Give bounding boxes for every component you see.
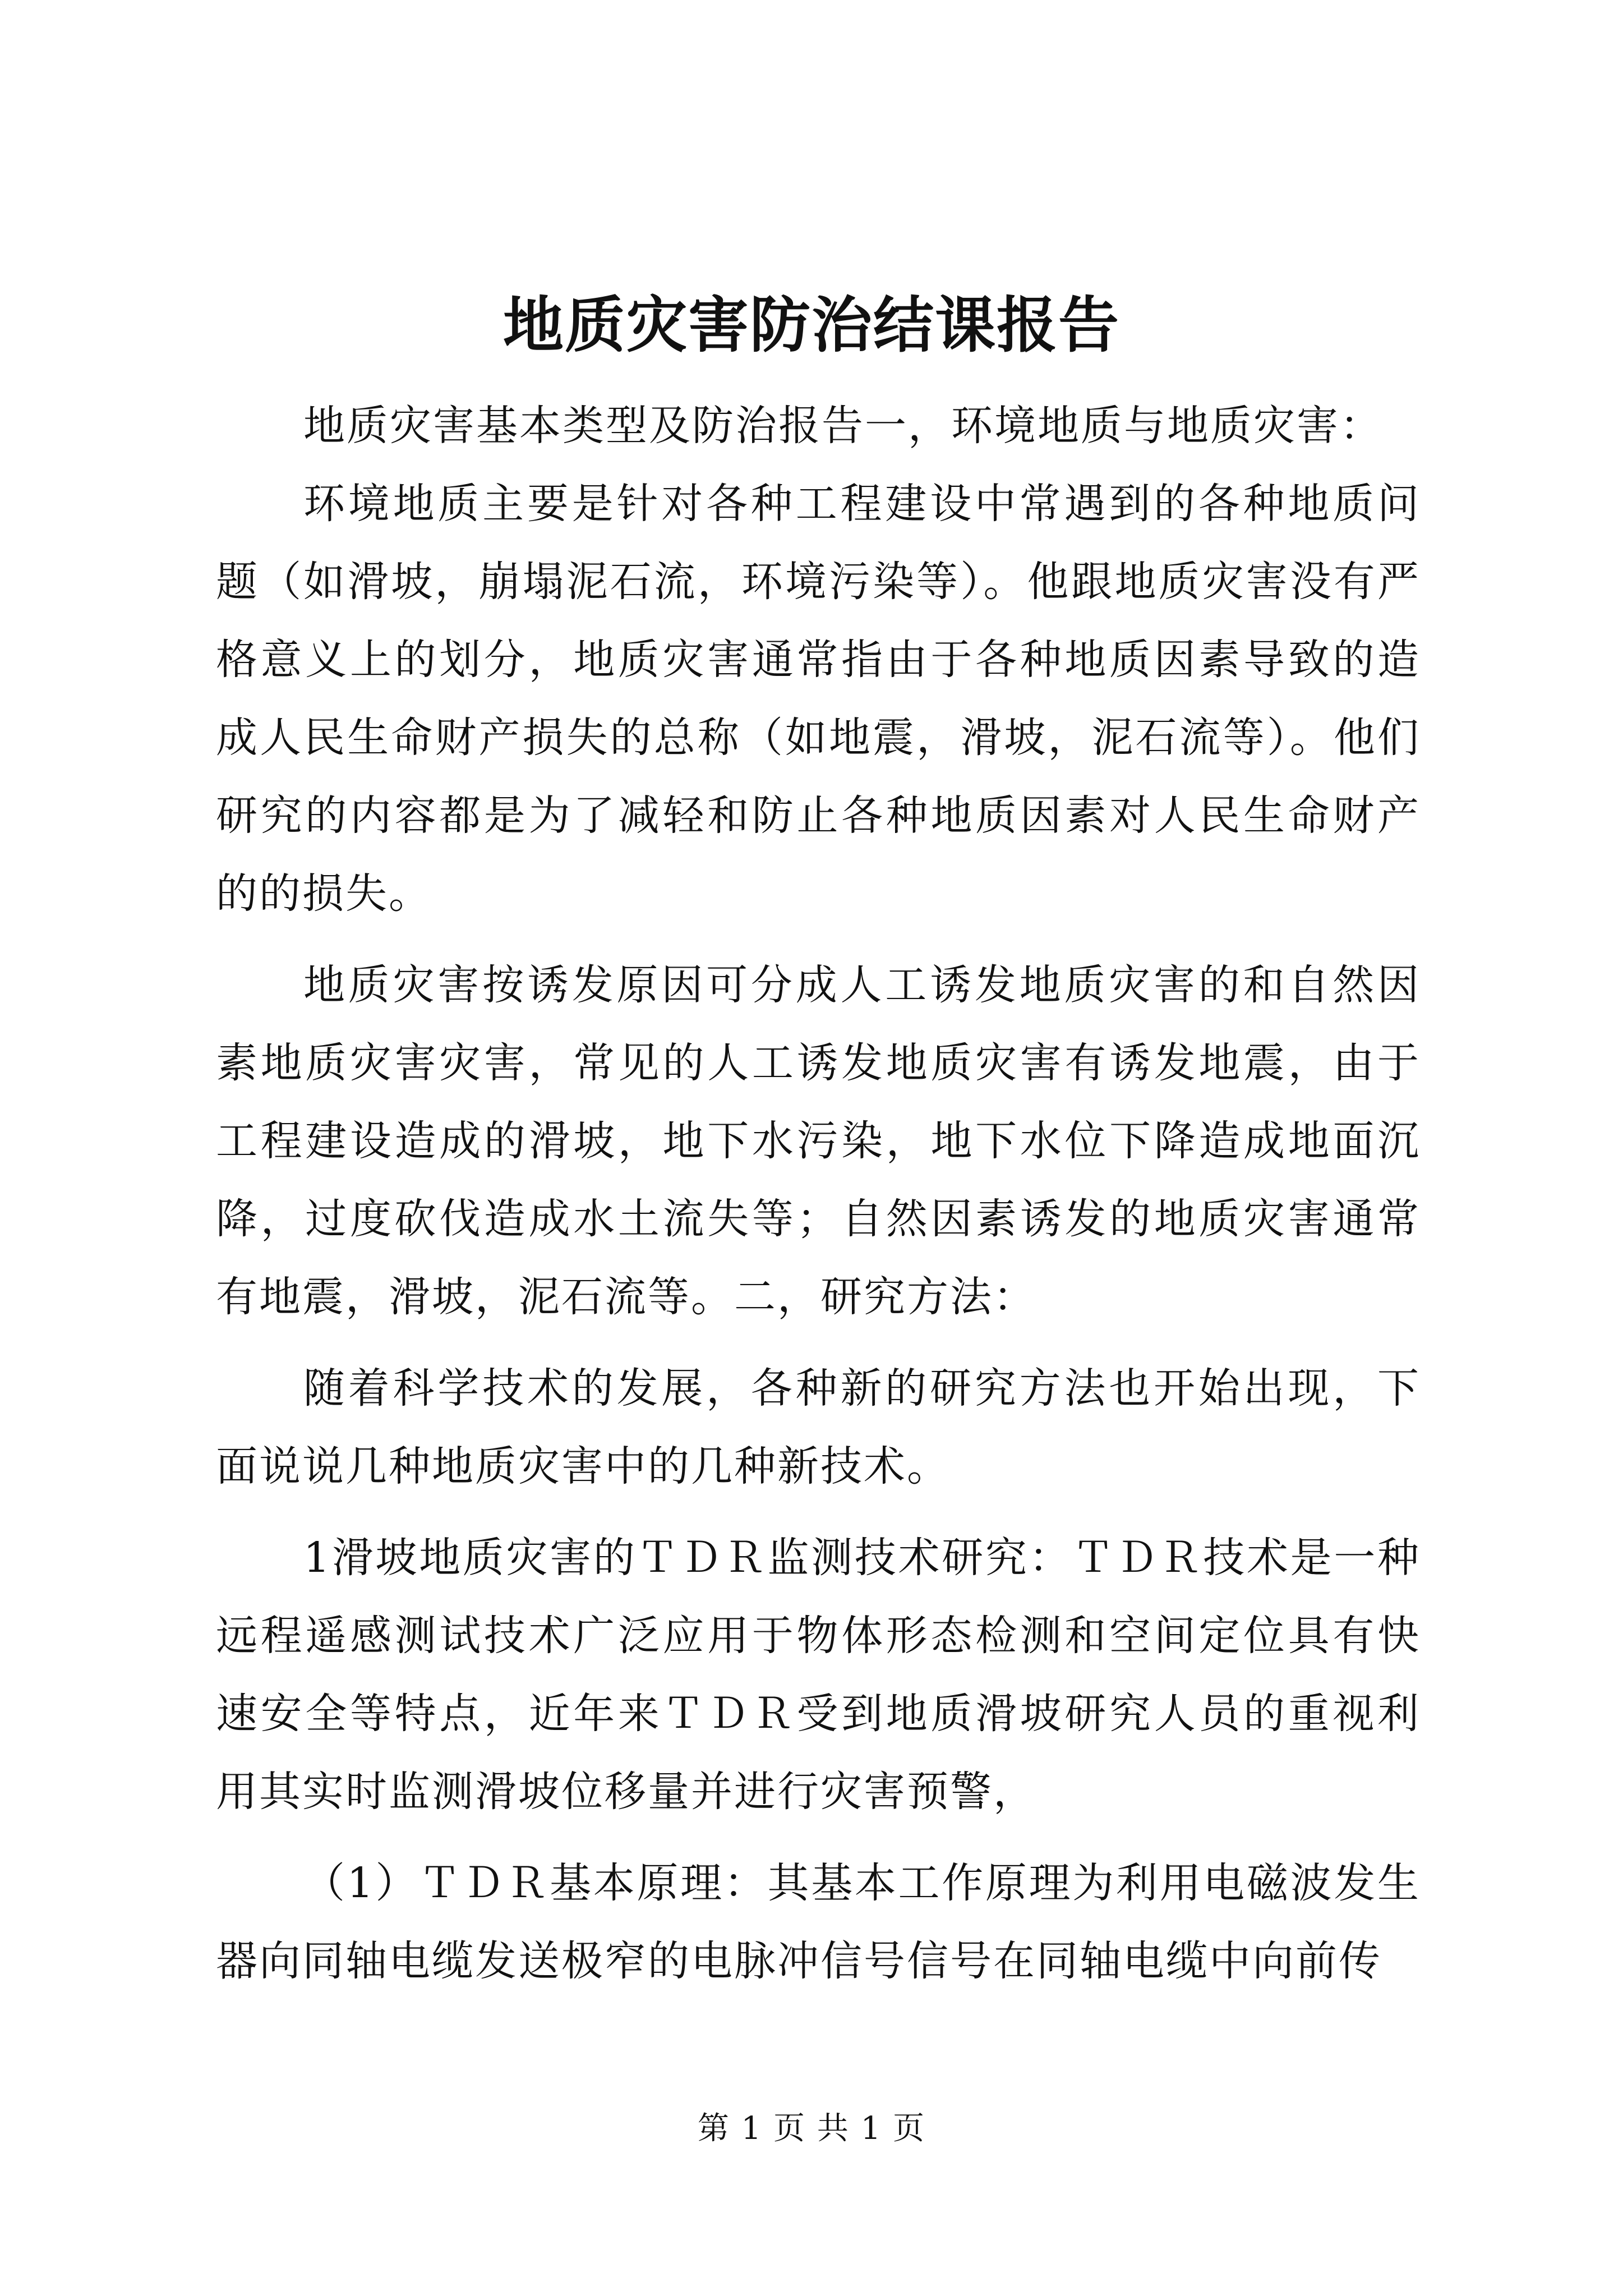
page-footer: 第 1 页 共 1 页 <box>697 2110 926 2147</box>
paragraph-tdr-principle: （1）ＴＤＲ基本原理：其基本工作原理为利用电磁波发生器向同轴电缆发送极窄的电脉冲信号信号在同轴电缆中向前传 <box>216 1859 1421 1985</box>
paragraph-environmental-geology: 环境地质主要是针对各种工程建设中常遇到的各种地质问题（如滑坡，崩塌泥石流，环境污染等）。他跟地质灾害没有严格意义上的划分，地质灾害通常指由于各种地质因素导致的造成人民生命财产损失的总称（如地震，滑坡，泥石流等）。他们研究的内容都是为了减轻和防止各种地质因素对人民生命财产的的损失。 <box>216 480 1421 918</box>
document-title: 地质灾害防治结课报告 <box>502 290 1120 361</box>
paragraph-hazard-causes: 地质灾害按诱发原因可分成人工诱发地质灾害的和自然因素地质灾害灾害，常见的人工诱发地质灾害有诱发地震，由于工程建设造成的滑坡，地下水污染，地下水位下降造成地面沉降，过度砍伐造成水土流失等；自然因素诱发的地质灾害通常有地震，滑坡，泥石流等。二，研究方法： <box>216 961 1421 1321</box>
paragraph-intro: 地质灾害基本类型及防治报告一，环境地质与地质灾害： <box>303 402 1383 450</box>
document-body <box>216 387 1421 2014</box>
paragraph-new-methods: 随着科学技术的发展，各种新的研究方法也开始出现，下面说说几种地质灾害中的几种新技术。 <box>216 1364 1421 1490</box>
paragraph-tdr-monitoring: 1滑坡地质灾害的ＴＤＲ监测技术研究：ＴＤＲ技术是一种远程遥感测试技术广泛应用于物体形态检测和空间定位具有快速安全等特点，近年来ＴＤＲ受到地质滑坡研究人员的重视利用其实时监测滑坡位移量并进行灾害预警， <box>216 1534 1421 1816</box>
